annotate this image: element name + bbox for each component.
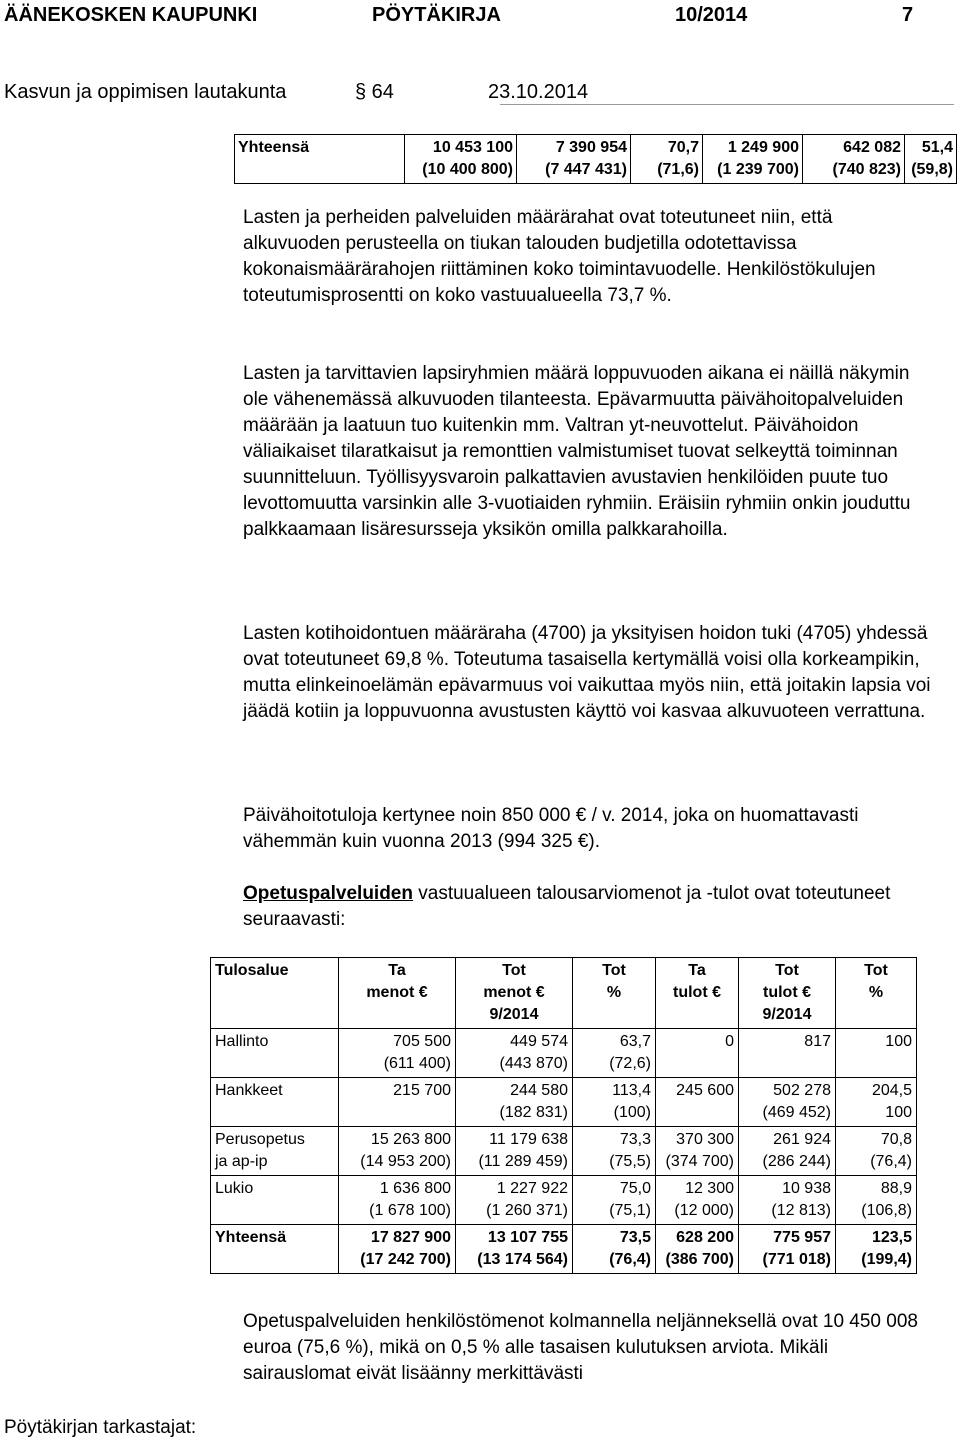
cell-prev-value: (386 700) <box>665 1251 734 1268</box>
cell-prev-value: (740 823) <box>832 161 901 178</box>
cell-prev-value: (771 018) <box>762 1251 831 1268</box>
column-header-line: menot € <box>483 984 545 1001</box>
summary-cell <box>905 135 957 184</box>
table-cell <box>836 1225 917 1274</box>
column-header-line: % <box>868 984 884 1001</box>
cell-value: 244 580 <box>510 1082 568 1099</box>
table-cell <box>339 1127 456 1176</box>
footer-reviewers: Pöytäkirjan tarkastajat: <box>4 1417 197 1438</box>
column-header-line: Tot <box>775 962 799 979</box>
summary-cell <box>631 135 703 184</box>
column-header-line: tulot € <box>673 984 721 1001</box>
table-cell <box>339 1176 456 1225</box>
table-cell <box>656 1078 739 1127</box>
row-label <box>211 1029 339 1078</box>
table-cell <box>739 1127 836 1176</box>
paragraph-daycare-budget <box>243 205 933 309</box>
cell-prev-value: (14 953 200) <box>360 1153 451 1170</box>
cell-prev-value: (106,8) <box>861 1202 912 1219</box>
cell-prev-value: (443 870) <box>499 1055 568 1072</box>
table-cell <box>573 1176 656 1225</box>
cell-prev-value: (13 174 564) <box>477 1251 568 1268</box>
paragraph-text: Lasten ja perheiden palveluiden määrärahat ovat toteutuneet niin, että alkuvuoden perusteella on tiukan talouden budjetilla odotettavissa kokonaismäärärahojen riittäminen koko toimintavuodelle. Henkilöstökulujen toteutumisprosentti on koko vastuualueella 73,7 %. <box>243 207 876 306</box>
cell-value: 10 453 100 <box>432 139 513 156</box>
cell-prev-value: (76,4) <box>870 1153 912 1170</box>
cell-value: 51,4 <box>921 139 953 156</box>
column-header-line: tulot € <box>763 984 811 1001</box>
table-cell <box>739 1176 836 1225</box>
cell-prev-value: (374 700) <box>665 1153 734 1170</box>
column-header-line: % <box>606 984 622 1001</box>
cell-value: 0 <box>725 1033 734 1050</box>
summary-label: Yhteensä <box>235 135 405 184</box>
table-row <box>211 1078 917 1127</box>
cell-prev-value: (182 831) <box>499 1104 568 1121</box>
cell-prev-value: (469 452) <box>762 1104 831 1121</box>
table-cell <box>456 1029 573 1078</box>
paragraph-home-care-allowance <box>243 621 933 725</box>
cell-prev-value: (611 400) <box>383 1055 451 1072</box>
row-label-line: ja ap-ip <box>215 1153 268 1170</box>
table-cell <box>573 1078 656 1127</box>
table-cell <box>456 1127 573 1176</box>
summary-cell <box>517 135 631 184</box>
table-header-row <box>211 958 917 1029</box>
table-cell <box>656 1127 739 1176</box>
table-cell <box>739 1225 836 1274</box>
column-header <box>211 958 339 1029</box>
table-cell <box>836 1176 917 1225</box>
table-row <box>211 1176 917 1225</box>
row-label-line: Perusopetus <box>215 1131 305 1148</box>
cell-prev-value: 100 <box>885 1104 912 1121</box>
table-cell <box>739 1029 836 1078</box>
table-cell <box>656 1225 739 1274</box>
cell-prev-value: (75,1) <box>609 1202 651 1219</box>
cell-value: 1 249 900 <box>727 139 799 156</box>
cell-value: 775 957 <box>773 1229 831 1246</box>
cell-prev-value: (12 813) <box>771 1202 831 1219</box>
table-cell <box>339 1225 456 1274</box>
cell-value: 11 179 638 <box>489 1131 568 1148</box>
column-header-line: Tot <box>502 962 526 979</box>
column-header-line: 9/2014 <box>489 1006 539 1023</box>
column-header-line: Ta <box>688 962 706 979</box>
row-label <box>211 1225 339 1274</box>
column-header <box>656 958 739 1029</box>
column-header-line: Tot <box>864 962 888 979</box>
cell-value: 12 300 <box>685 1180 734 1197</box>
table-cell <box>656 1029 739 1078</box>
table-row <box>211 1127 917 1176</box>
cell-value: 1 636 800 <box>379 1180 451 1197</box>
column-header-line: 9/2014 <box>762 1006 812 1023</box>
cell-value: 502 278 <box>773 1082 831 1099</box>
summary-cell <box>703 135 803 184</box>
cell-prev-value: (75,5) <box>609 1153 651 1170</box>
paragraph-text: Opetuspalveluiden henkilöstömenot kolmannella neljänneksellä ovat 10 450 008 euroa (75,6 %), mikä on 0,5 % alle tasaisen kulutuksen arviota. Mikäli sairauslomat eivät lisäänny merkittävästi <box>243 1311 918 1384</box>
subheader-row <box>4 81 954 105</box>
cell-value: 113,4 <box>612 1082 651 1099</box>
cell-value: 70,8 <box>880 1131 912 1148</box>
table-cell <box>573 1127 656 1176</box>
cell-value: 628 200 <box>676 1229 734 1246</box>
column-header <box>456 958 573 1029</box>
table-row <box>211 1029 917 1078</box>
column-header-line: menot € <box>366 984 428 1001</box>
paragraph-text: Lasten kotihoidontuen määräraha (4700) ja yksityisen hoidon tuki (4705) yhdessä ovat toteutuneet 69,8 %. Toteutuma tasaisella kertymällä voisi olla korkeampikin, mutta elinkeinoelämän epävarmuus voi vaikuttaa myös niin, että joitakin lapsia voi jäädä kotiin ja loppuvuonna avustusten käyttö voi kasvaa alkuvuoteen verrattuna. <box>243 623 931 722</box>
cell-value: 88,9 <box>880 1180 912 1197</box>
cell-value: 370 300 <box>676 1131 734 1148</box>
cell-value: 15 263 800 <box>370 1131 451 1148</box>
row-label-line: Lukio <box>215 1180 254 1197</box>
cell-value: 70,7 <box>667 139 699 156</box>
cell-value: 204,5 <box>871 1082 912 1099</box>
table-cell <box>456 1078 573 1127</box>
cell-value: 13 107 755 <box>487 1229 568 1246</box>
paragraph-text: Päivähoitotuloja kertynee noin 850 000 € / v. 2014, joka on huomattavasti vähemmän kuin vuonna 2013 (994 325 €). <box>243 805 859 852</box>
cell-value: 449 574 <box>510 1033 568 1050</box>
cell-value: 642 082 <box>843 139 901 156</box>
column-header-line: Tulosalue <box>215 962 289 979</box>
section-heading: Opetuspalveluiden <box>243 883 413 904</box>
table-cell <box>836 1127 917 1176</box>
table-cell <box>836 1078 917 1127</box>
education-budget-table <box>210 957 917 1274</box>
cell-prev-value: (76,4) <box>609 1251 651 1268</box>
table-cell <box>573 1029 656 1078</box>
header-rule <box>500 104 954 105</box>
row-label <box>211 1127 339 1176</box>
summary-table <box>234 134 957 184</box>
cell-prev-value: (199,4) <box>861 1251 912 1268</box>
cell-prev-value: (12 000) <box>674 1202 734 1219</box>
column-header <box>339 958 456 1029</box>
cell-value: 261 924 <box>773 1131 831 1148</box>
paragraph-daycare-income <box>243 803 933 855</box>
cell-value: 75,0 <box>619 1180 651 1197</box>
cell-value: 10 938 <box>782 1180 831 1197</box>
summary-row <box>235 135 957 184</box>
paragraph-education-intro <box>243 881 933 933</box>
row-label <box>211 1176 339 1225</box>
table-cell <box>339 1078 456 1127</box>
table-cell <box>573 1225 656 1274</box>
paragraph-staff-costs <box>243 1309 933 1387</box>
section-number: § 64 <box>355 81 394 103</box>
column-header <box>573 958 656 1029</box>
table-cell <box>456 1225 573 1274</box>
cell-value: 215 700 <box>393 1082 451 1099</box>
paragraph-text: Lasten ja tarvittavien lapsiryhmien määrä loppuvuoden aikana ei näillä näkymin ole vähenemässä alkuvuoden tilanteesta. Epävarmuutta päivähoitopalveluiden määrään ja laatuun tuo kuitenkin mm. Valtran yt-neuvottelut. Päivähoidon väliaikaiset tilaratkaisut ja remonttien valmistumiset tuovat selkeyttä toiminnan suunnitteluun. Työllisyysvaroin palkattavien avustavien henkilöiden puute tuo levottomuutta varsinkin alle 3-vuotiaiden ryhmiin. Eräisiin ryhmiin onkin jouduttu palkkaamaan lisäresursseja yksikön omilla palkkarahoilla. <box>243 363 911 540</box>
row-label <box>211 1078 339 1127</box>
org-name: ÄÄNEKOSKEN KAUPUNKI <box>4 4 258 26</box>
column-header-line: Tot <box>602 962 626 979</box>
column-header <box>739 958 836 1029</box>
cell-prev-value: (10 400 800) <box>422 161 513 178</box>
row-label-line: Hallinto <box>215 1033 269 1050</box>
cell-value: 100 <box>885 1033 912 1050</box>
cell-value: 705 500 <box>393 1033 451 1050</box>
paragraph-child-groups <box>243 361 933 543</box>
table-cell <box>836 1029 917 1078</box>
cell-prev-value: (100) <box>613 1104 651 1121</box>
cell-value: 73,5 <box>619 1229 651 1246</box>
cell-prev-value: (17 242 700) <box>360 1251 451 1268</box>
meeting-date: 23.10.2014 <box>488 81 589 103</box>
row-label-line: Yhteensä <box>215 1229 287 1246</box>
cell-prev-value: (1 260 371) <box>486 1202 568 1219</box>
cell-prev-value: (59,8) <box>911 161 953 178</box>
cell-value: 63,7 <box>619 1033 651 1050</box>
summary-cell <box>405 135 517 184</box>
cell-prev-value: (286 244) <box>762 1153 831 1170</box>
doc-number: 10/2014 <box>675 4 748 26</box>
table-cell <box>339 1029 456 1078</box>
cell-value: 123,5 <box>871 1229 912 1246</box>
paragraph-text: vastuualueen talousarviomenot ja -tulot ovat toteutuneet seuraavasti: <box>243 883 891 930</box>
table-row <box>211 1225 917 1274</box>
cell-prev-value: (1 239 700) <box>717 161 799 178</box>
header-row <box>4 4 954 30</box>
cell-prev-value: (1 678 100) <box>369 1202 451 1219</box>
summary-cell <box>803 135 905 184</box>
cell-prev-value: (72,6) <box>609 1055 651 1072</box>
table-cell <box>456 1176 573 1225</box>
cell-value: 245 600 <box>676 1082 734 1099</box>
doc-type: PÖYTÄKIRJA <box>372 4 501 26</box>
cell-prev-value: (7 447 431) <box>545 161 627 178</box>
cell-prev-value: (71,6) <box>657 161 699 178</box>
table-cell <box>739 1078 836 1127</box>
cell-prev-value: (11 289 459) <box>478 1153 568 1170</box>
row-label-line: Hankkeet <box>215 1082 283 1099</box>
column-header-line: Ta <box>388 962 406 979</box>
cell-value: 1 227 922 <box>496 1180 568 1197</box>
page-number: 7 <box>902 4 914 26</box>
cell-value: 817 <box>804 1033 831 1050</box>
cell-value: 17 827 900 <box>370 1229 451 1246</box>
column-header <box>836 958 917 1029</box>
board-name: Kasvun ja oppimisen lautakunta <box>4 81 287 103</box>
cell-value: 7 390 954 <box>555 139 627 156</box>
cell-value: 73,3 <box>619 1131 651 1148</box>
table-cell <box>656 1176 739 1225</box>
